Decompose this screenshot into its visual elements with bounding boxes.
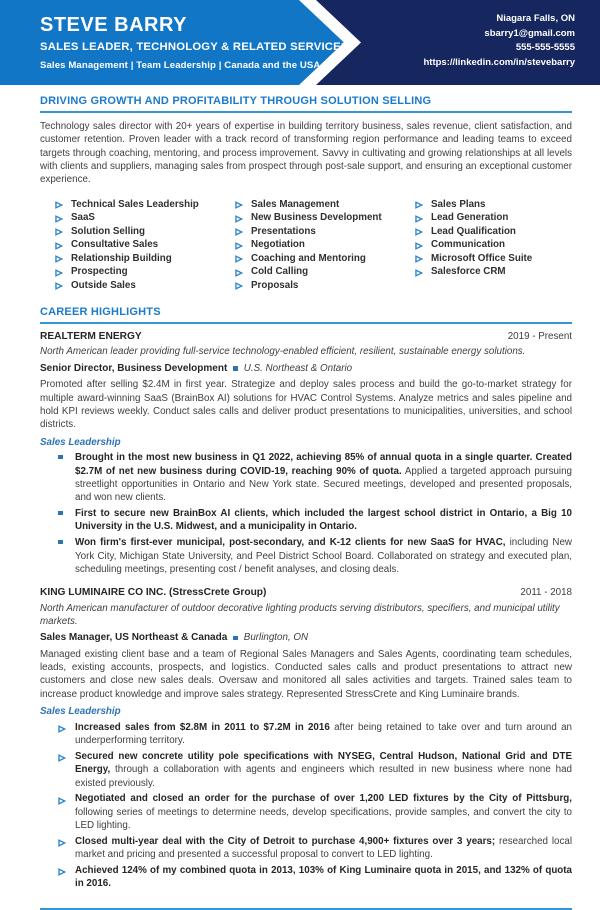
skill-label: Sales Management xyxy=(251,198,340,210)
company-description: North American leader providing full-service technology-enabled efficient, resilient, sustainable energy solutions. xyxy=(40,346,526,358)
achievement-regular-text: including New York City, Michigan State University, and Peel District School Board. Collaborated on strategy and executed plan, scheduling meetings, presenting cost / benefit analyses, and closing deals. xyxy=(75,537,572,575)
job-overview: Promoted after selling $2.4M in first year. Strategize and deploy sales process and build the go-to-market strategy for multiple award-winning SaaS (BrainBox AI) solutions for HVAC Control Systems. Analyze metrics and sales pipeline and hold KPI reviews weekly. Conduct sales calls and deliver product presentations to municipalities, universities, and school districts. xyxy=(40,379,572,431)
skill-label: Sales Plans xyxy=(431,198,486,210)
achievement-regular-text: following series of meetings to determine needs, develop specifications, provide samples, and convert the city to LED lighting. xyxy=(75,806,572,831)
skills-grid xyxy=(40,198,572,293)
skill-label: SaaS xyxy=(71,212,95,224)
skill-label: Negotiation xyxy=(251,239,305,251)
skill-label: Solution Selling xyxy=(71,225,146,237)
summary-section-heading: DRIVING GROWTH AND PROFITABILITY THROUGH SOLUTION SELLING xyxy=(40,94,572,113)
arrow-bullet-icon xyxy=(235,227,243,235)
achievement-item xyxy=(40,507,572,534)
skill-item xyxy=(55,211,235,225)
skill-label: Lead Qualification xyxy=(431,225,516,237)
skill-item xyxy=(55,198,235,212)
skill-item xyxy=(415,198,572,212)
square-bullet-icon xyxy=(58,540,63,545)
skill-item xyxy=(235,279,415,293)
skill-item xyxy=(235,238,415,252)
job-title: Senior Director, Business Development xyxy=(40,362,228,374)
arrow-bullet-icon xyxy=(415,241,423,249)
achievement-item xyxy=(40,750,572,790)
skill-item xyxy=(55,252,235,266)
candidate-tagline: Sales Management | Team Leadership | Canada and the USA xyxy=(40,60,321,72)
arrow-bullet-icon xyxy=(55,254,63,262)
achievement-bold-text: Negotiated and closed an order for the purchase of over 1,200 LED fixtures by the City of Pittsburg, xyxy=(75,793,572,805)
arrow-bullet-icon xyxy=(55,241,63,249)
job-location: U.S. Northeast & Ontario xyxy=(243,362,353,374)
square-separator-icon xyxy=(233,366,238,371)
skill-item xyxy=(235,211,415,225)
skill-label: Salesforce CRM xyxy=(431,266,506,278)
contact-email[interactable]: sbarry1@gmail.com xyxy=(484,27,575,39)
job-title-row xyxy=(40,362,572,376)
contact-location: Niagara Falls, ON xyxy=(496,13,575,24)
company-description: North American manufacturer of outdoor decorative lighting products serving distributors, specifiers, and municipal utility markets. xyxy=(40,602,560,627)
skill-item xyxy=(55,279,235,293)
skills-column-3 xyxy=(415,198,572,293)
skill-label: Relationship Building xyxy=(71,252,172,264)
company-name: KING LUMINAIRE CO INC. (StressCrete Group) xyxy=(40,587,267,599)
arrow-bullet-icon xyxy=(58,867,66,875)
skill-label: New Business Development xyxy=(251,212,382,224)
arrow-bullet-icon xyxy=(58,838,66,846)
skill-item xyxy=(415,252,572,266)
skill-label: Lead Generation xyxy=(431,212,509,224)
job-title: Sales Manager, US Northeast & Canada xyxy=(40,632,228,644)
job-overview: Managed existing client base and a team of Regional Sales Managers and Sales Agents, coordinating team schedules, leads, existing accounts, prospects, and logistics. Conducted sales calls and product presentations to attract new customers and close new sales deals. Oversaw and monitored all sales activities and targets. Trained sales team to increase product knowledge and improve sales strategy. Represented StressCrete and King Luminaire brands. xyxy=(40,648,572,700)
skill-label: Prospecting xyxy=(71,266,128,278)
arrow-bullet-icon xyxy=(235,214,243,222)
job-title-row xyxy=(40,631,572,645)
achievement-regular-text: after being retained to take over and turn around an underperforming territory. xyxy=(75,721,572,747)
skill-item xyxy=(55,238,235,252)
arrow-bullet-icon xyxy=(415,214,423,222)
job-king-luminaire xyxy=(40,586,572,890)
job-location: Burlington, ON xyxy=(243,632,309,644)
skill-item xyxy=(415,265,572,279)
skill-item xyxy=(415,211,572,225)
skill-label: Cold Calling xyxy=(251,266,309,278)
company-name: REALTERM ENERGY xyxy=(40,330,142,342)
achievement-bold-text: Achieved 124% of my combined quota in 2013, 103% of King Luminaire quota in 2015, and 132% of quota in 2016. xyxy=(75,864,572,890)
achievement-item xyxy=(40,536,572,576)
job-subheading: Sales Leadership xyxy=(40,436,121,448)
skill-item xyxy=(235,225,415,239)
arrow-bullet-icon xyxy=(58,724,66,732)
arrow-bullet-icon xyxy=(55,227,63,235)
arrow-bullet-icon xyxy=(415,268,423,276)
achievement-bold-text: Secured new concrete utility pole specifications with NYSEG, Central Hudson, National Grid and DTE Energy, xyxy=(75,750,572,776)
arrow-bullet-icon xyxy=(235,241,243,249)
achievement-list xyxy=(40,451,572,576)
achievement-bold-text: Closed multi-year deal with the City of Detroit to purchase 4,900+ fixtures over 3 years; xyxy=(75,835,496,847)
achievement-item xyxy=(40,792,572,832)
arrow-bullet-icon xyxy=(415,254,423,262)
achievement-item xyxy=(40,864,572,891)
skill-item xyxy=(235,265,415,279)
arrow-bullet-icon xyxy=(235,268,243,276)
achievement-item xyxy=(40,835,572,862)
skill-item xyxy=(415,225,572,239)
summary-paragraph: Technology sales director with 20+ years of expertise in building territory business, sales revenue, client satisfaction, and customer retention. Proven leader with a track record of transforming region performance and leading teams to exceed targets through coaching, mentoring, and process improvement. Savvy in cultivating and growing relationships at all levels with clients and suppliers, managing sales from prospect through post-sale support, and ensuring an exceptional customer experience. xyxy=(40,120,572,186)
achievement-regular-text: Applied a targeted approach pursuing streetlight opportunities in Ontario and New York state. Secured meetings, developed and presented proposals, and won new clients. xyxy=(75,465,572,504)
arrow-bullet-icon xyxy=(235,200,243,208)
skill-label: Coaching and Mentoring xyxy=(251,252,366,264)
achievement-bold-text: Won firm's first-ever municipal, post-secondary, and K-12 clients for new SaaS for HVAC, xyxy=(75,537,506,549)
skill-label: Outside Sales xyxy=(71,279,136,291)
skill-label: Presentations xyxy=(251,225,316,237)
skill-item xyxy=(235,198,415,212)
arrow-bullet-icon xyxy=(55,281,63,289)
skill-label: Consultative Sales xyxy=(71,239,159,251)
job-subheading: Sales Leadership xyxy=(40,705,121,717)
arrow-bullet-icon xyxy=(415,200,423,208)
job-realterm-energy xyxy=(40,330,572,576)
contact-phone: 555-555-5555 xyxy=(515,42,575,53)
header-identity xyxy=(40,13,349,72)
contact-block xyxy=(423,12,575,70)
resume-body xyxy=(0,85,600,891)
job-header-row xyxy=(40,586,572,600)
candidate-name: STEVE BARRY xyxy=(40,14,188,36)
arrow-bullet-icon xyxy=(55,200,63,208)
square-bullet-icon xyxy=(58,455,63,460)
achievement-item xyxy=(40,451,572,504)
arrow-bullet-icon xyxy=(235,254,243,262)
achievement-item xyxy=(40,721,572,748)
arrow-bullet-icon xyxy=(55,214,63,222)
skills-column-2 xyxy=(235,198,415,293)
employment-dates: 2011 - 2018 xyxy=(520,587,572,599)
job-header-row xyxy=(40,330,572,344)
career-section-heading: CAREER HIGHLIGHTS xyxy=(40,305,572,324)
header-banner xyxy=(0,0,600,85)
achievement-regular-text: through a collaboration with agents and engineers which resulted in new business where none had existed previously. xyxy=(75,764,572,789)
achievement-bold-text: Brought in the most new business in Q1 2022, achieving 85% of annual quota in a single quarter. Created $2.7M of net new business during COVID-19, reaching 90% of quota. xyxy=(75,452,572,477)
square-separator-icon xyxy=(233,636,238,641)
candidate-title: SALES LEADER, TECHNOLOGY & RELATED SERVICES xyxy=(40,41,349,53)
square-bullet-icon xyxy=(58,511,63,516)
skill-item xyxy=(415,238,572,252)
skill-item xyxy=(235,252,415,266)
career-section xyxy=(40,305,572,891)
arrow-bullet-icon xyxy=(415,227,423,235)
achievement-list xyxy=(40,721,572,891)
employment-dates: 2019 - Present xyxy=(507,330,572,342)
achievement-regular-text: researched local market and pricing and presented a successful proposal to convert to LED lighting. xyxy=(75,835,572,861)
achievement-bold-text: First to secure new BrainBox AI clients, which included the largest school district in Ontario, a Big 10 University in the U.S. Midwest, and a municipality in Ontario. xyxy=(75,508,572,533)
footer-divider xyxy=(40,908,572,910)
arrow-bullet-icon xyxy=(58,753,66,761)
arrow-bullet-icon xyxy=(55,268,63,276)
skill-label: Technical Sales Leadership xyxy=(71,198,199,210)
skills-column-1 xyxy=(55,198,235,293)
skill-label: Microsoft Office Suite xyxy=(431,252,533,264)
skill-item xyxy=(55,225,235,239)
achievement-bold-text: Increased sales from $2.8M in 2011 to $7.2M in 2016 xyxy=(75,721,330,733)
skill-label: Proposals xyxy=(251,279,299,291)
skill-label: Communication xyxy=(431,239,506,251)
arrow-bullet-icon xyxy=(235,281,243,289)
contact-linkedin-url[interactable]: https://linkedin.com/in/stevebarry xyxy=(423,56,575,68)
skill-item xyxy=(55,265,235,279)
